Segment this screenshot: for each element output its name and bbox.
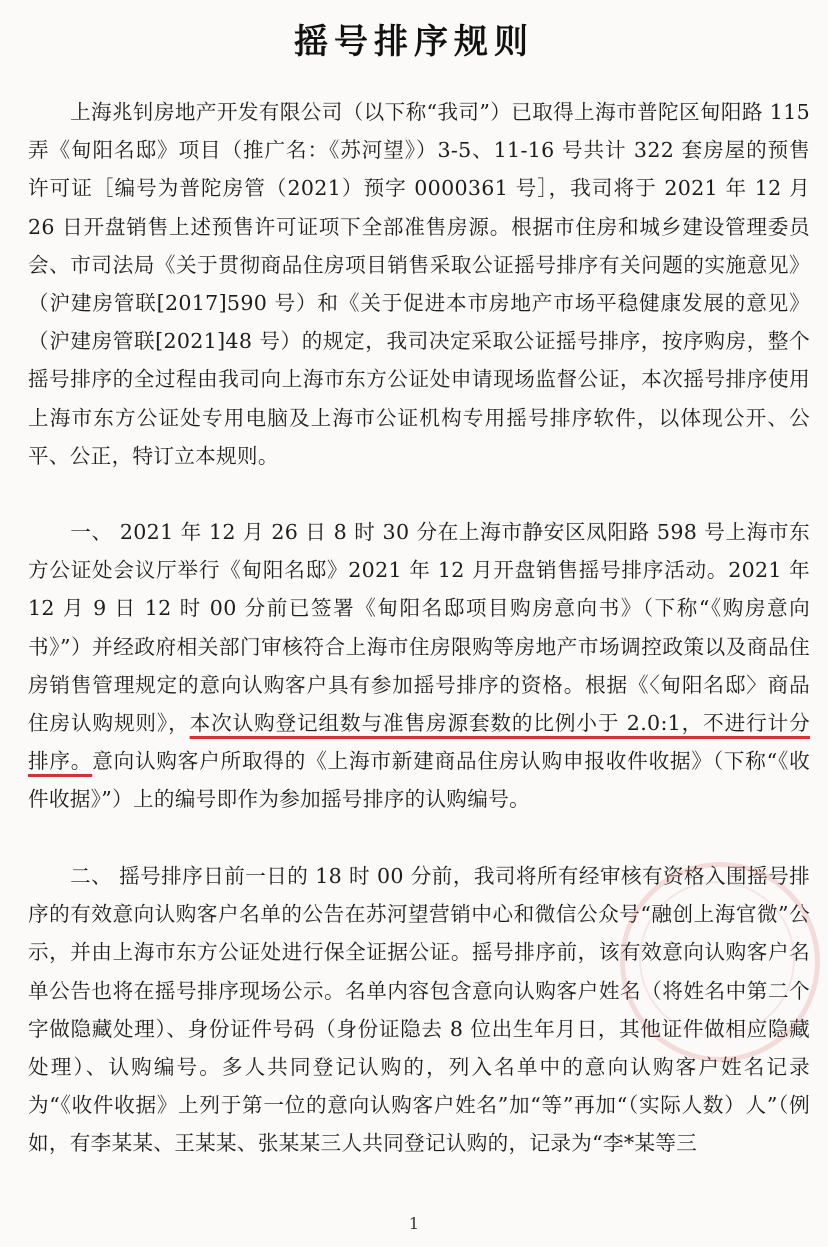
paragraph-intro-text: 上海兆钊房地产开发有限公司（以下称“我司”）已取得上海市普陀区甸阳路 115 弄《甸阳名邸》项目（推广名：《苏河望》）3-5、11-16 号共计 322 套房屋的预售许可证［编号为普陀房管（2021）预字 0000361 号］，我司将于 2021 年 12 月 26 日开盘销售上述预售许可证项下全部准售房源。根据市住房和城乡建设管理委员会、市司法局《关于贯彻商品住房项目销售采取公证摇号排序有关问题的实施意见》（沪建房管联[2017]590 号）和《关于促进本市房地产市场平稳健康发展的意见》（沪建房管联[2021]48 号）的规定，我司决定采取公证摇号排序，按序购房，整个摇号排序的全过程由我司向上海市东方公证处申请现场监督公证，本次摇号排序使用上海市东方公证处专用电脑及上海市公证机构专用摇号排序软件，以体现公开、公平、公正，特订立本规则。: [28, 100, 810, 468]
document-title: 摇号排序规则: [294, 22, 534, 62]
page-number: 1: [408, 1214, 420, 1233]
paragraph-rule-2-text: 二、 摇号排序日前一日的 18 时 00 分前，我司将所有经审核有资格入围摇号排序的有效意向认购客户名单的公告在苏河望营销中心和微信公众号“融创上海官微”公示，并由上海市东方公证处进行保全证据公证。摇号排序前，该有效意向认购客户名单公告也将在摇号排序现场公示。名单内容包含意向认购客户姓名（将姓名中第二个字做隐藏处理）、身份证件号码（身份证隐去 8 位出生年月日，其他证件做相应隐藏处理）、认购编号。多人共同登记认购的，列入名单中的意向认购客户姓名记录为“《收件收据》上列于第一位的意向认购客户姓名”加“等”再加“（实际人数）人”（例如，有李某某、王某某、张某某三人共同登记认购的，记录为“李*某等三: [28, 864, 810, 1156]
paragraph-rule-2: [28, 857, 810, 1163]
paragraph-rule-1-text-continued: 意向认购客户所取得的《上海市新建商品住房认购申报收件收据》（下称“《收件收据》”）上的编号即作为参加摇号排序的认购编号。: [28, 749, 810, 812]
paragraph-rule-1-text: 一、 2021 年 12 月 26 日 8 时 30 分在上海市静安区凤阳路 598 号上海市东方公证处会议厅举行《甸阳名邸》2021 年 12 月开盘销售摇号排序活动。2021 年 12 月 9 日 12 时 00 分前已签署《甸阳名邸项目购房意向书》（下称“《购房意向书》”）并经政府相关部门审核符合上海市住房限购等房地产市场调控政策以及商品住房销售管理规定的意向认购客户具有参加摇号排序的资格。根据《〈甸阳名邸〉商品住房认购规则》，: [28, 520, 810, 736]
highlighted-underlined-text: 本次认购登记组数与准售房源套数的比例小于 2.0:1，不进行计分排序。: [28, 711, 811, 774]
paragraph-rule-1: [28, 513, 810, 819]
paragraph-intro: [28, 93, 810, 475]
